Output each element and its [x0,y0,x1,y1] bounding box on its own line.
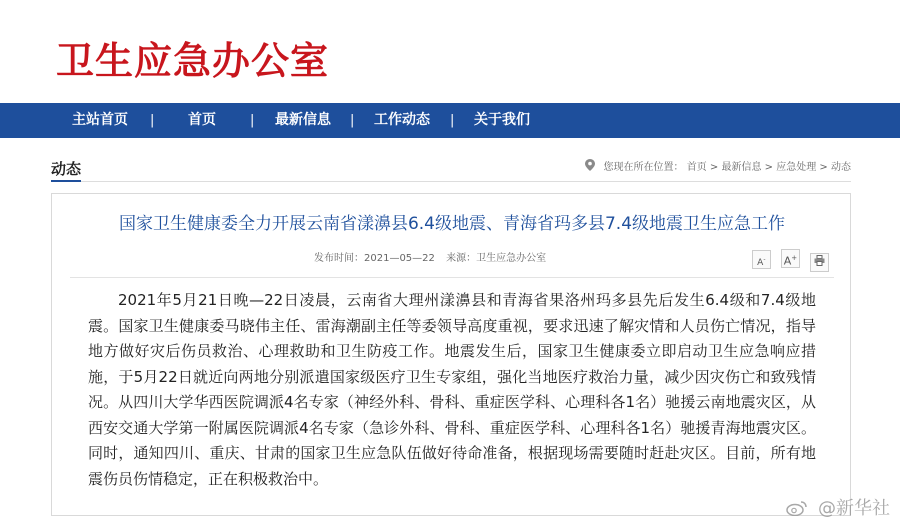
nav-item-main-home[interactable]: 主站首页 [72,112,128,128]
breadcrumb-item-news[interactable]: 动态 [831,162,851,173]
breadcrumb-separator: > [709,162,719,173]
article-card [51,193,851,516]
publish-date-value: 2021—05—22 [364,253,435,264]
nav-item-about-us[interactable]: 关于我们 [474,112,530,128]
watermark [786,494,890,520]
site-logo[interactable]: 卫生应急办公室 [56,39,330,83]
print-button[interactable] [810,253,829,272]
source-value: 卫生应急办公室 [476,253,547,264]
article-meta [314,249,554,264]
meta-divider [70,277,834,278]
weibo-logo-icon [786,500,808,516]
nav-item-home[interactable]: 首页 [188,112,216,128]
print-icon [814,255,825,266]
breadcrumb-separator: > [819,162,828,173]
font-smaller-icon: A [757,257,764,268]
article-tools [747,249,829,272]
publish-date [314,253,435,264]
location-pin-icon [585,159,595,171]
section-divider [51,181,851,182]
article-body: 2021年5月21日晚—22日凌晨，云南省大理州漾濞县和青海省果洛州玛多县先后发生6.4级和7.4级地震。国家卫生健康委马晓伟主任、雷海潮副主任等委领导高度重视，要求迅速了解灾情和人员伤亡情况，指导地方做好灾后伤员救治、心理救助和卫生防疫工作。地震发生后，国家卫生健康委立即启动卫生应急响应措施，于5月22日就近向两地分别派遣国家级医疗卫生专家组，强化当地医疗救治力量，减少因灾伤亡和致残情况。从四川大学华西医院调派4名专家（神经外科、骨科、重症医学科、心理科各1名）驰援云南地震灾区，从西安交通大学第一附属医院调派4名专家（急诊外科、骨科、重症医学科、心理科各1名）驰援青海地震灾区。同时，通知四川、重庆、甘肃的国家卫生应急队伍做好待命准备，根据现场需要随时赶赴灾区。目前，所有地震伤员伤情稳定，正在积极救治中。 [88,291,816,488]
source-label: 来源： [446,253,477,264]
breadcrumb-prefix: 您现在所在位置： [603,162,684,173]
nav-separator: | [250,113,255,128]
publish-date-label: 发布时间： [314,253,364,264]
font-smaller-button[interactable]: A- [752,250,771,269]
font-larger-button[interactable]: A+ [781,249,800,268]
site-header [0,0,900,103]
nav-separator: | [150,113,155,128]
nav-separator: | [350,113,355,128]
nav-item-latest-info[interactable]: 最新信息 [275,112,331,128]
breadcrumb-separator: > [764,162,774,173]
breadcrumb-item-latest-info[interactable]: 最新信息 [721,162,762,173]
article-title: 国家卫生健康委全力开展云南省漾濞县6.4级地震、青海省玛多县7.4级地震卫生应急工作 [118,214,786,234]
breadcrumb [585,158,851,173]
section-title: 动态 [51,160,82,178]
font-larger-icon: A [783,254,792,268]
section-title-underline [51,180,81,182]
breadcrumb-item-home[interactable]: 首页 [686,162,707,173]
breadcrumb-item-emergency[interactable]: 应急处理 [776,162,817,173]
nav-item-work-news[interactable]: 工作动态 [374,112,430,128]
watermark-text: @新华社 [818,498,890,519]
article-source [446,253,546,264]
nav-separator: | [450,113,455,128]
main-nav [0,103,900,138]
